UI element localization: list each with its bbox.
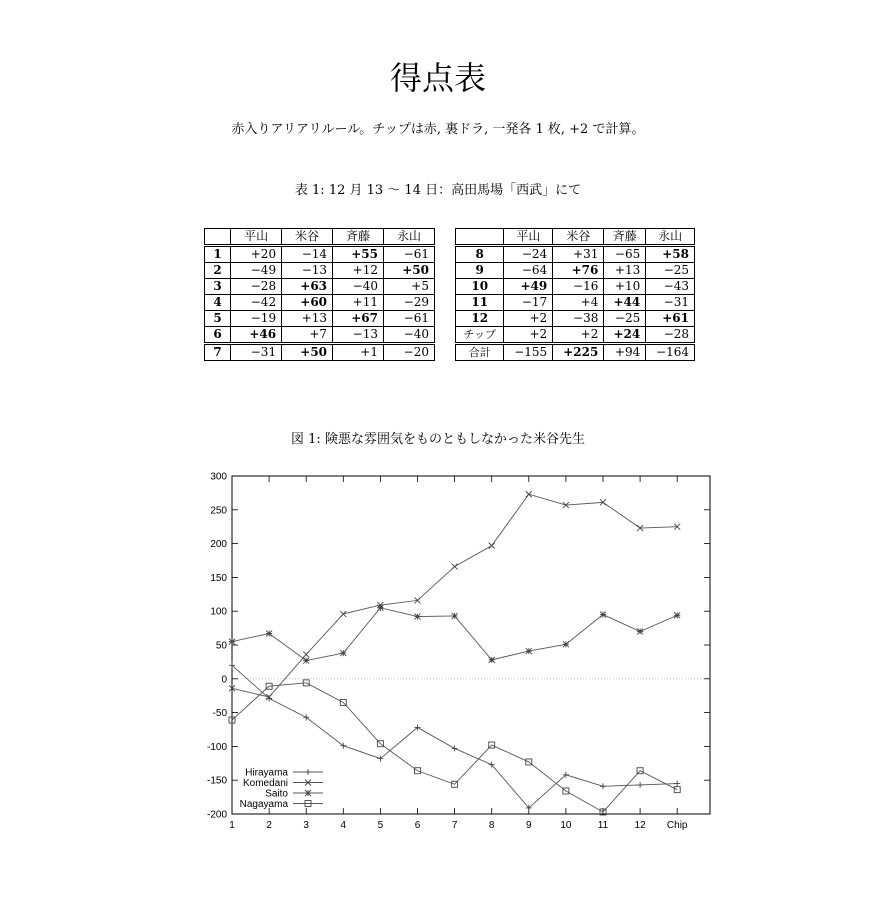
- score-cell: +2: [504, 311, 553, 327]
- table-caption-label: 表 1:: [294, 183, 325, 198]
- table-row: [205, 295, 435, 311]
- x-tick-label: 8: [488, 820, 495, 831]
- data-point-saito: [452, 613, 458, 619]
- data-point-saito: [415, 614, 421, 620]
- score-cell: +58: [646, 247, 695, 263]
- data-point-hirayama: [674, 781, 680, 787]
- x-tick-label: 9: [526, 820, 532, 831]
- score-cell: +1: [333, 345, 384, 361]
- score-cell: +31: [553, 247, 604, 263]
- score-cell: −13: [282, 263, 333, 279]
- score-cell: +60: [282, 295, 333, 311]
- row-label: 8: [456, 247, 504, 263]
- data-point-saito: [489, 657, 495, 663]
- y-tick-label: 50: [215, 640, 227, 652]
- x-tick-label: 6: [414, 820, 421, 831]
- row-label: 10: [456, 279, 504, 295]
- row-label: 12: [456, 311, 504, 327]
- score-cell: −19: [231, 311, 282, 327]
- score-cell: −13: [333, 327, 384, 343]
- data-point-saito: [377, 605, 383, 611]
- table-row: [456, 247, 695, 263]
- score-cell: +46: [231, 327, 282, 343]
- legend-label: Saito: [265, 788, 288, 800]
- score-cell: +4: [553, 295, 604, 311]
- score-cell: +67: [333, 311, 384, 327]
- score-cell: +2: [553, 327, 604, 343]
- data-point-saito: [674, 612, 680, 618]
- figure-caption: [0, 431, 876, 449]
- score-cell: −31: [231, 345, 282, 361]
- data-point-saito: [600, 612, 606, 618]
- header-player: 米谷: [282, 229, 333, 245]
- row-label: 4: [205, 295, 231, 311]
- score-cell: −24: [504, 247, 553, 263]
- score-cell: −61: [383, 311, 434, 327]
- header-player: 永山: [383, 229, 434, 245]
- data-point-saito: [340, 650, 346, 656]
- data-point-komedani: [489, 543, 495, 549]
- score-cell: −40: [383, 327, 434, 343]
- data-point-komedani: [340, 611, 346, 617]
- header-player: 永山: [646, 229, 695, 245]
- score-cell: −155: [504, 345, 553, 361]
- x-tick-label: 10: [560, 820, 572, 831]
- table-row: [456, 279, 695, 295]
- score-cell: +12: [333, 263, 384, 279]
- data-point-hirayama: [637, 782, 643, 788]
- row-label: 7: [205, 345, 231, 361]
- data-point-hirayama: [600, 783, 606, 789]
- table-row: [456, 263, 695, 279]
- table-row: [205, 345, 435, 361]
- x-tick-label: 4: [340, 820, 347, 831]
- y-tick-label: 0: [221, 674, 227, 686]
- y-tick-label: -200: [206, 809, 227, 821]
- table-row: [205, 263, 435, 279]
- score-cell: −16: [553, 279, 604, 295]
- score-cell: +24: [604, 327, 646, 343]
- y-tick-label: 200: [210, 539, 227, 551]
- x-tick-label: 1: [229, 820, 235, 831]
- rule-note: 赤入りアリアリルール。チップは赤, 裏ドラ, 一発各 1 枚, +2 で計算。: [231, 122, 645, 137]
- header-player: 斉藤: [333, 229, 384, 245]
- score-cell: −49: [231, 263, 282, 279]
- score-cell: +11: [333, 295, 384, 311]
- series-line-komedani: [232, 494, 677, 697]
- table-header-row: [205, 229, 435, 245]
- data-point-saito: [526, 648, 532, 654]
- score-cell: +61: [646, 311, 695, 327]
- header-player: 米谷: [553, 229, 604, 245]
- y-tick-label: 150: [210, 572, 227, 584]
- table-row: [205, 279, 435, 295]
- score-cell: +7: [282, 327, 333, 343]
- row-label: チップ: [456, 327, 504, 343]
- score-cell: +50: [282, 345, 333, 361]
- y-tick-label: 300: [210, 471, 227, 483]
- score-cell: −42: [231, 295, 282, 311]
- score-cell: −20: [383, 345, 434, 361]
- table-row: [205, 247, 435, 263]
- score-cell: +63: [282, 279, 333, 295]
- score-cell: −28: [646, 327, 695, 343]
- score-cell: −65: [604, 247, 646, 263]
- x-tick-label: 5: [377, 820, 384, 831]
- y-tick-label: -100: [206, 741, 227, 753]
- legend-marker: [305, 790, 311, 796]
- row-label: 5: [205, 311, 231, 327]
- row-label: 3: [205, 279, 231, 295]
- data-point-saito: [303, 658, 309, 664]
- score-table-first-half: [204, 228, 435, 361]
- data-point-komedani: [526, 491, 532, 497]
- score-cell: +20: [231, 247, 282, 263]
- data-point-saito: [229, 639, 235, 645]
- score-cell: −43: [646, 279, 695, 295]
- score-cell: −61: [383, 247, 434, 263]
- x-tick-label: Chip: [666, 820, 688, 831]
- table-row: [456, 311, 695, 327]
- score-cell: −17: [504, 295, 553, 311]
- legend-label: Hirayama: [245, 767, 288, 779]
- data-point-saito: [563, 641, 569, 647]
- x-tick-label: 12: [634, 820, 646, 831]
- score-cell: +5: [383, 279, 434, 295]
- y-tick-label: -150: [206, 775, 227, 787]
- score-table-second-half: [455, 228, 695, 361]
- table-row: [456, 327, 695, 343]
- page-title: 得点表: [389, 59, 486, 97]
- score-cell: −64: [504, 263, 553, 279]
- x-tick-label: 3: [303, 820, 309, 831]
- data-point-hirayama: [452, 745, 458, 751]
- table-row: [205, 311, 435, 327]
- data-point-saito: [266, 631, 272, 637]
- score-cell: −29: [383, 295, 434, 311]
- score-cell: −28: [231, 279, 282, 295]
- score-cell: +49: [504, 279, 553, 295]
- data-point-komedani: [452, 564, 458, 570]
- score-cell: +225: [553, 345, 604, 361]
- row-label: 合計: [456, 345, 504, 361]
- legend-marker: [305, 769, 311, 775]
- score-cell: −38: [553, 311, 604, 327]
- y-tick-label: 100: [210, 606, 227, 618]
- score-cell: +13: [604, 263, 646, 279]
- header-player: 平山: [504, 229, 553, 245]
- score-cell: +2: [504, 327, 553, 343]
- score-progression-chart: [196, 466, 716, 836]
- table-caption: [0, 182, 876, 200]
- row-label: 9: [456, 263, 504, 279]
- figure-caption-label: 図 1:: [291, 432, 321, 447]
- score-cell: −25: [646, 263, 695, 279]
- row-label: 2: [205, 263, 231, 279]
- y-tick-label: 250: [210, 505, 227, 517]
- table-caption-text: 12 月 13 〜 14 日：高田馬場「西武」にて: [328, 183, 582, 198]
- header-corner: [205, 229, 231, 245]
- table-header-row: [456, 229, 695, 245]
- row-label: 11: [456, 295, 504, 311]
- x-tick-label: 7: [451, 820, 458, 831]
- table-row: [456, 345, 695, 361]
- series-line-hirayama: [232, 665, 677, 808]
- data-point-komedani: [303, 651, 309, 657]
- score-cell: +50: [383, 263, 434, 279]
- table-row: [456, 295, 695, 311]
- score-cell: +10: [604, 279, 646, 295]
- header-player: 斉藤: [604, 229, 646, 245]
- legend-label: Komedani: [242, 778, 288, 789]
- score-cell: −25: [604, 311, 646, 327]
- score-cell: +94: [604, 345, 646, 361]
- header-player: 平山: [231, 229, 282, 245]
- data-point-saito: [637, 628, 643, 634]
- header-corner: [456, 229, 504, 245]
- row-label: 6: [205, 327, 231, 343]
- score-cell: +13: [282, 311, 333, 327]
- table-row: [205, 327, 435, 343]
- score-cell: −164: [646, 345, 695, 361]
- legend-label: Nagayama: [239, 799, 288, 810]
- y-tick-label: -50: [212, 708, 227, 720]
- score-cell: +76: [553, 263, 604, 279]
- score-cell: −40: [333, 279, 384, 295]
- figure-caption-text: 険悪な雰囲気をものともしなかった米谷先生: [324, 432, 585, 447]
- row-label: 1: [205, 247, 231, 263]
- score-cell: −14: [282, 247, 333, 263]
- score-cell: +44: [604, 295, 646, 311]
- x-tick-label: 11: [597, 820, 609, 831]
- score-cell: +55: [333, 247, 384, 263]
- x-tick-label: 2: [266, 820, 272, 831]
- score-cell: −31: [646, 295, 695, 311]
